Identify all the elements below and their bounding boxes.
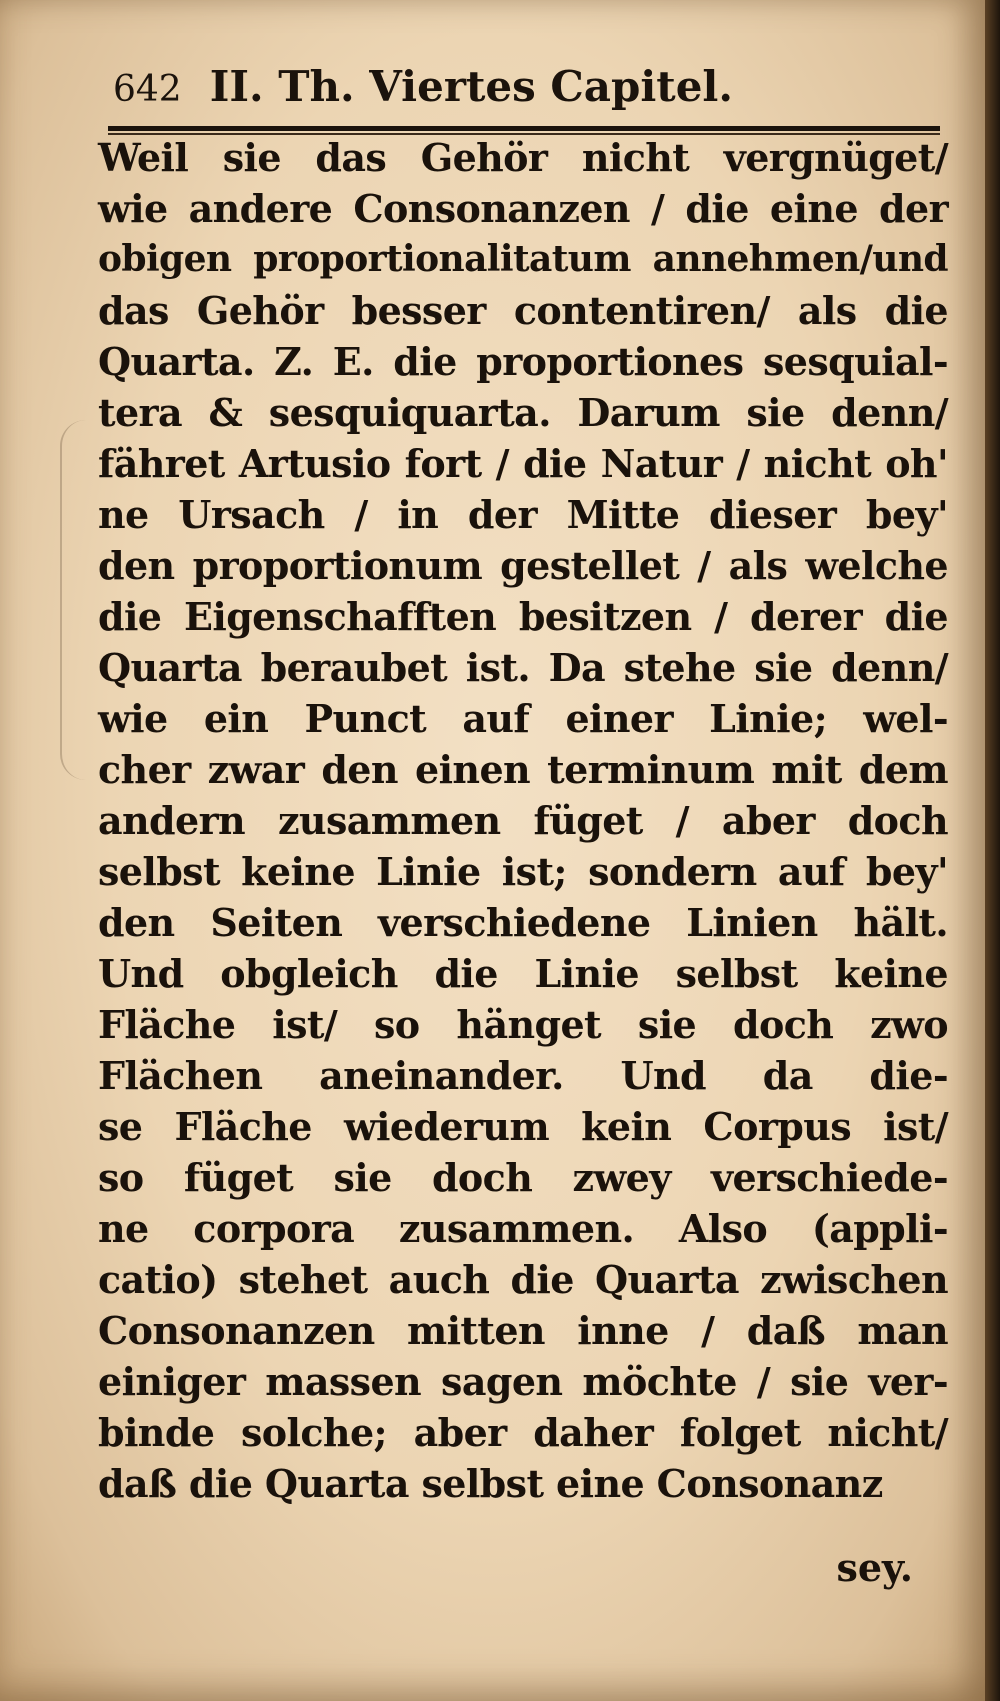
page-number: 642 <box>113 69 182 110</box>
text-line: wie ein Punct auf einer Linie; wel- <box>98 696 948 741</box>
text-line: Flächen aneinander. Und da die- <box>98 1053 948 1098</box>
text-line: Quarta beraubet ist. Da stehe sie denn/ <box>98 645 948 690</box>
header-rule <box>108 126 940 131</box>
text-line: wie andere Consonanzen / die eine der <box>98 186 948 231</box>
text-line: andern zusammen füget / aber doch <box>98 798 948 843</box>
margin-bracket <box>60 420 86 780</box>
running-head: II. Th. Viertes Capitel. <box>209 62 733 111</box>
text-line: catio) stehet auch die Quarta zwischen <box>98 1257 948 1302</box>
text-line: se Fläche wiederum kein Corpus ist/ <box>98 1104 948 1149</box>
text-line: Quarta. Z. E. die proportiones sesquial- <box>98 339 948 384</box>
text-line: ne Ursach / in der Mitte dieser bey' <box>98 492 948 537</box>
text-line: Consonanzen mitten inne / daß man <box>98 1308 948 1353</box>
text-line: cher zwar den einen terminum mit dem <box>98 747 948 792</box>
text-line: einiger massen sagen möchte / sie ver- <box>98 1359 948 1404</box>
text-line: Und obgleich die Linie selbst keine <box>98 951 948 996</box>
text-line: obigen proportionalitatum annehmen/und <box>98 238 948 280</box>
text-line: binde solche; aber daher folget nicht/ <box>98 1410 948 1455</box>
text-line: fähret Artusio fort / die Natur / nicht oh' <box>98 441 948 486</box>
text-line: Weil sie das Gehör nicht vergnüget/ <box>98 135 948 180</box>
text-line: selbst keine Linie ist; sondern auf bey' <box>98 849 948 894</box>
body-text <box>98 132 948 1509</box>
text-line: die Eigenschafften besitzen / derer die <box>98 594 948 639</box>
page-header <box>113 62 943 124</box>
text-line: das Gehör besser contentiren/ als die <box>98 288 948 333</box>
text-line: so füget sie doch zwey verschiede- <box>98 1155 948 1200</box>
page-edge <box>985 0 1000 1701</box>
text-line: ne corpora zusammen. Also (appli- <box>98 1206 948 1251</box>
text-line: tera & sesquiquarta. Darum sie denn/ <box>98 390 948 435</box>
text-line: den Seiten verschiedene Linien hält. <box>98 900 948 945</box>
catchword: sey. <box>836 1545 913 1590</box>
text-line: daß die Quarta selbst eine Consonanz <box>98 1461 883 1506</box>
text-line: Fläche ist/ so hänget sie doch zwo <box>98 1002 948 1047</box>
text-line: den proportionum gestellet / als welche <box>98 543 948 588</box>
